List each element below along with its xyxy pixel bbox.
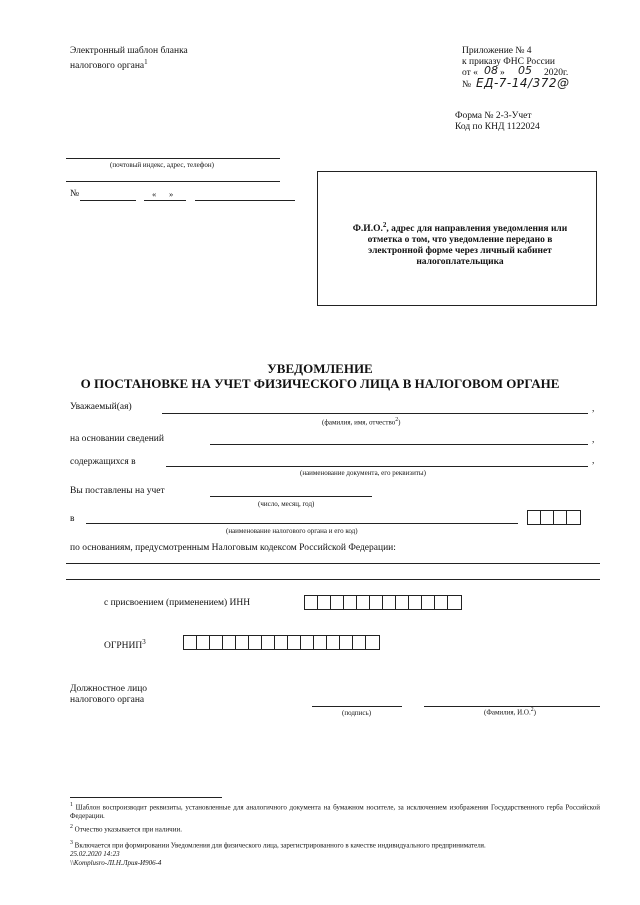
- ogrnip-cell: [236, 636, 249, 649]
- tax-authority-code-cells: [527, 510, 581, 525]
- appendix-number: Приложение № 4: [462, 46, 532, 56]
- outgoing-number-line: [80, 200, 136, 201]
- inn-cell: [305, 596, 318, 609]
- footnotes: [70, 801, 600, 868]
- ogrnip-cell: [184, 636, 197, 649]
- outgoing-number-label: №: [70, 189, 80, 199]
- sender-address-line-2: [66, 181, 280, 182]
- dear-name-caption: [322, 417, 400, 426]
- footnote-1-num: 1: [70, 802, 73, 808]
- dear-name-line: [162, 413, 588, 414]
- registration-date-caption: (число, месяц, год): [258, 500, 315, 508]
- ogrnip-cell: [210, 636, 223, 649]
- inn-cell: [383, 596, 396, 609]
- footnote-ref-1: 1: [144, 58, 148, 66]
- signature-line: [312, 706, 402, 707]
- ogrnip-cell: [275, 636, 288, 649]
- ogrnip-cell: [366, 636, 379, 649]
- footnote-1: [70, 801, 600, 821]
- order-date-quote: »: [500, 68, 505, 78]
- contained-comma: ,: [592, 456, 595, 466]
- basis-label: на основании сведений: [70, 434, 164, 444]
- dear-caption-end: ): [398, 418, 401, 427]
- form-number: Форма № 2-3-Учет: [455, 111, 532, 121]
- tax-authority-code-cell: [567, 511, 580, 524]
- inn-cells: [304, 595, 462, 610]
- ogrnip-cell: [301, 636, 314, 649]
- official-caption-text: (Фамилия, И.О.: [484, 708, 531, 717]
- order-day: 08: [484, 64, 498, 77]
- document-title: [0, 361, 640, 391]
- official-label: [70, 684, 147, 706]
- footnote-ref-2: 2: [382, 221, 387, 229]
- inn-cell: [396, 596, 409, 609]
- footnote-2-num: 2: [70, 824, 73, 831]
- official-caption-end: ): [533, 708, 536, 717]
- grounds-line-2: [66, 579, 600, 580]
- footnote-ref-3: 3: [142, 638, 146, 646]
- ogrnip-label-wrap: [104, 637, 146, 652]
- tax-authority-code-cell: [554, 511, 567, 524]
- tax-authority-caption: (наименование налогового органа и его код): [226, 527, 358, 535]
- contained-line: [166, 466, 588, 467]
- tax-authority-line: [86, 523, 518, 524]
- inn-cell: [448, 596, 461, 609]
- inn-cell: [357, 596, 370, 609]
- ogrnip-cell: [327, 636, 340, 649]
- file-path: \\Komplusro-ЛI.Н.Лрия-И906-4: [70, 858, 162, 867]
- grounds-line-1: [66, 563, 600, 564]
- inn-label: с присвоением (применением) ИНН: [104, 598, 251, 608]
- print-timestamp: 25.02.2020 14:23: [70, 849, 120, 858]
- footnote-separator: [70, 797, 222, 798]
- template-header-line2: налогового органа: [70, 61, 145, 72]
- dear-caption-text: (фамилия, имя, отчество: [322, 418, 396, 427]
- official-line1: Должностное лицо: [70, 684, 148, 694]
- inn-cell: [318, 596, 331, 609]
- knd-code: Код по КНД 1122024: [455, 122, 540, 132]
- order-reference: [462, 46, 632, 93]
- ogrnip-cell: [353, 636, 366, 649]
- title-line2: О ПОСТАНОВКЕ НА УЧЕТ ФИЗИЧЕСКОГО ЛИЦА В НАЛОГОВОМ ОРГАНЕ: [80, 376, 560, 391]
- grounds-label: по основаниям, предусмотренным Налоговым кодексом Российской Федерации:: [70, 543, 396, 553]
- document-caption: (наименование документа, его реквизиты): [300, 469, 426, 477]
- title-line1: УВЕДОМЛЕНИЕ: [267, 361, 373, 376]
- ogrnip-cell: [249, 636, 262, 649]
- basis-line: [210, 444, 588, 445]
- inn-cell: [422, 596, 435, 609]
- sender-address-caption: (почтовый индекс, адрес, телефон): [110, 161, 214, 169]
- ogrnip-cells: [183, 635, 380, 650]
- footnote-1-text: Шаблон воспроизводит реквизиты, установленные для аналогичного документа на бумажном носителе, за исключением изображения Государственного герба Российской Федерации.: [70, 803, 601, 821]
- outgoing-date-line: [195, 200, 295, 201]
- sender-address-line: [66, 158, 280, 159]
- official-name-caption: [484, 707, 536, 716]
- registered-label: Вы поставлены на учет: [70, 486, 165, 496]
- recipient-description: , адрес для направления уведомления или отметка о том, что уведомление передано в электронной форме через личный кабинет налогоплательщика: [367, 224, 568, 268]
- recipient-box-text: [340, 220, 580, 268]
- official-caption-sup: 2: [530, 707, 534, 713]
- template-header-line1: Электронный шаблон бланка: [70, 46, 188, 56]
- registration-date-line: [210, 496, 372, 497]
- ogrnip-cell: [223, 636, 236, 649]
- inn-cell: [344, 596, 357, 609]
- in-label: в: [70, 514, 75, 524]
- order-month: 05: [518, 64, 532, 77]
- order-number-prefix: №: [462, 80, 472, 90]
- ogrnip-cell: [262, 636, 275, 649]
- outgoing-date-quotes: « »: [152, 189, 174, 199]
- order-number: ЕД-7-14/372@: [476, 76, 570, 90]
- dear-label: Уважаемый(ая): [70, 402, 132, 412]
- inn-cell: [331, 596, 344, 609]
- form-info: [455, 111, 540, 133]
- contained-label: содержащихся в: [70, 457, 136, 467]
- order-date-prefix: от «: [462, 68, 478, 78]
- footnote-3: [70, 839, 600, 850]
- footnote-3-num: 3: [70, 839, 73, 846]
- template-header-line2-wrap: [70, 57, 188, 72]
- inn-cell: [370, 596, 383, 609]
- basis-comma: ,: [592, 435, 595, 445]
- ogrnip-cell: [314, 636, 327, 649]
- footnote-2-text: Отчество указывается при наличии.: [74, 825, 182, 834]
- inn-cell: [409, 596, 422, 609]
- ogrnip-cell: [288, 636, 301, 649]
- ogrnip-cell: [340, 636, 353, 649]
- order-number-row: [462, 76, 632, 93]
- dear-caption-sup: 2: [395, 417, 399, 423]
- ogrnip-cell: [197, 636, 210, 649]
- footnote-3-text: Включается при формировании Уведомления для физического лица, зарегистрированного в качестве индивидуального предпринимателя.: [74, 840, 486, 849]
- official-line2: налогового органа: [70, 695, 145, 705]
- recipient-fio: Ф.И.О.: [352, 224, 383, 235]
- recipient-box: [317, 171, 597, 306]
- order-issuer: к приказу ФНС России: [462, 57, 555, 67]
- signature-caption: (подпись): [342, 709, 372, 717]
- footnote-2: [70, 823, 600, 834]
- tax-authority-code-cell: [528, 511, 541, 524]
- template-header: [70, 46, 188, 72]
- inn-cell: [435, 596, 448, 609]
- outgoing-day-line: [144, 200, 186, 201]
- ogrnip-label: ОГРНИП: [104, 641, 143, 652]
- tax-authority-code-cell: [541, 511, 554, 524]
- order-year: 2020г.: [544, 68, 569, 78]
- dear-comma: ,: [592, 404, 595, 414]
